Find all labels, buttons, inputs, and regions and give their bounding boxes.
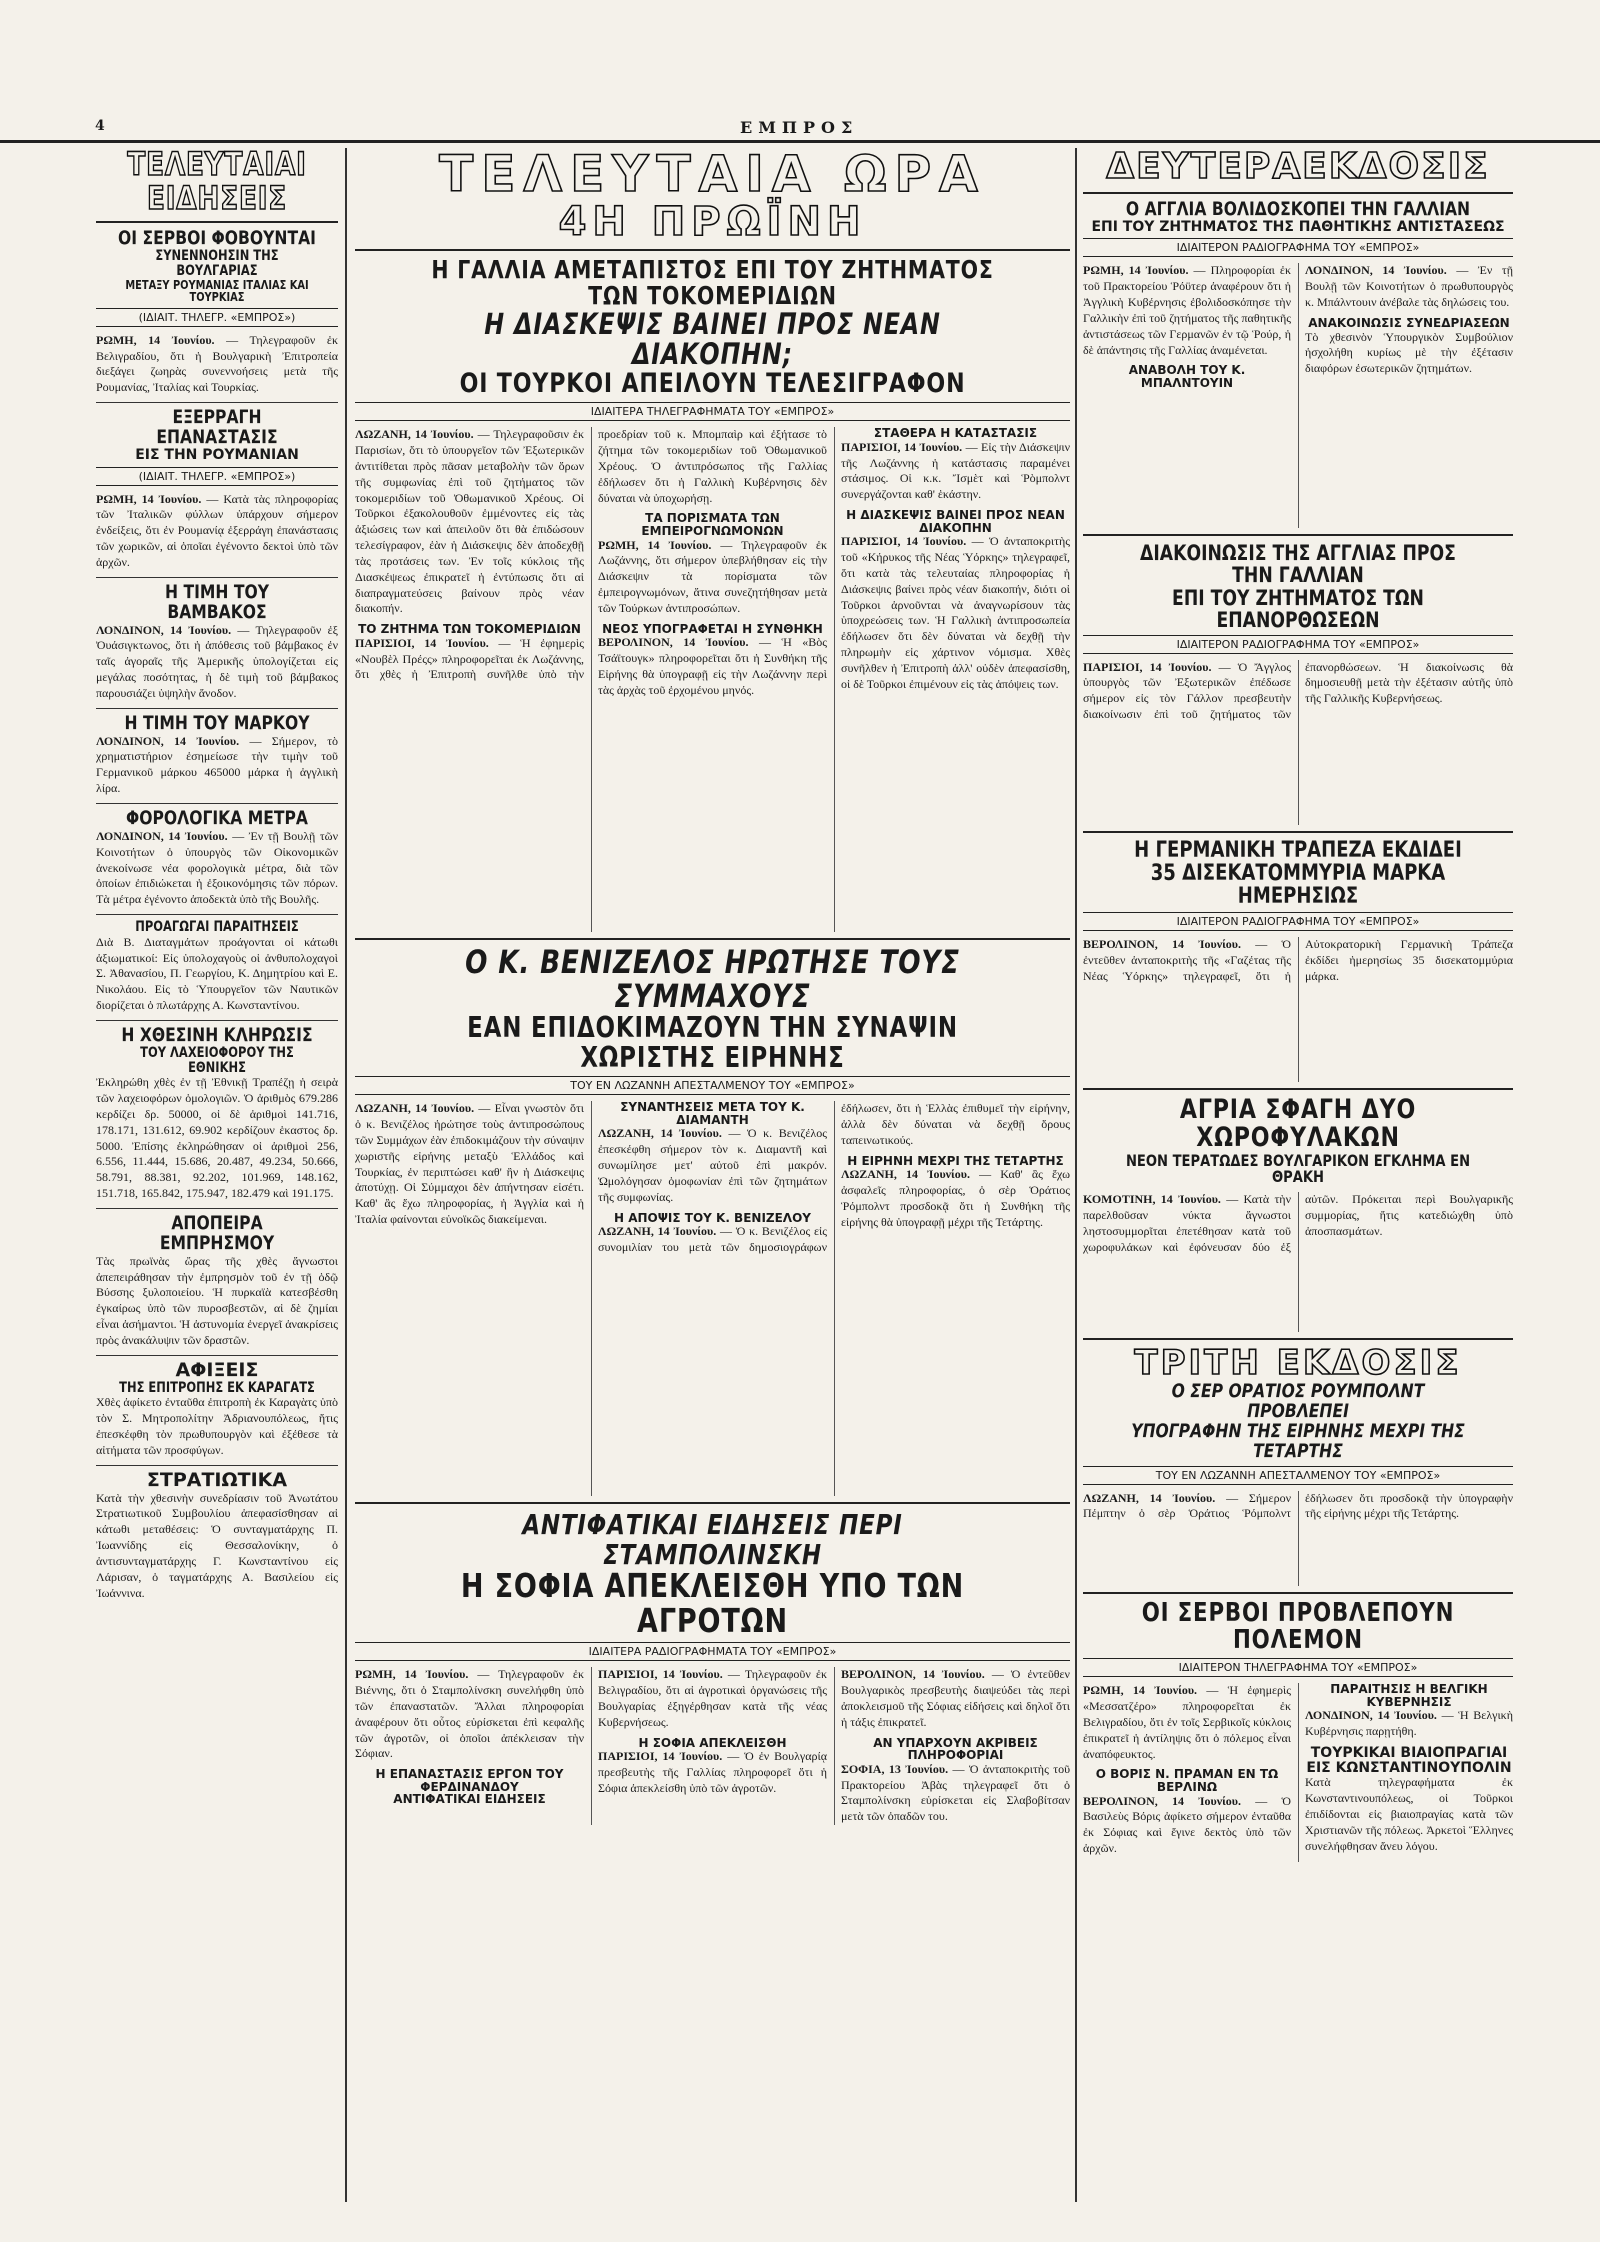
article-text: — Τηλεγραφοῦν ἐξ Ὀυάσιγκτωνος, ὅτι ἡ ἀπόθεσις τοῦ βάμβακος ἐν ταῖς ἀγοραῖς τῆς Ἀμερικῆς ὑπολογίζεται εἰς μεγάλας ποσότητας, ἡ δὲ τιμὴ τοῦ βάμβακος παρουσιάζει ὑψηλὴν ἄνοδον. xyxy=(96,622,338,700)
article-text: — Εἶναι γνωστὸν ὅτι ὁ κ. Βενιζέλος ἠρώτησε τοὺς ἀντιπροσώπους τῶν Συμμάχων ἐὰν ἐπιδοκιμάζουν τὴν σύναψιν χωριστῆς εἰρήνης μεταξὺ Ἑλλάδος καὶ Τουρκίας, ἐν περιπτώσει καθ' ἣν ἡ Διάσκεψις ἀποτύχῃ. Οἱ Σύμμαχοι δὲν ἀπήντησαν εἰσέτι. Καθ' ἃς ἔχω πληροφορίας, ἡ Ἀγγλία καὶ ἡ Ἰταλία φαίνονται εὐνοϊκῶς διακείμεναι. xyxy=(355,1101,584,1226)
headline: ΑΓΡΙΑ ΣΦΑΓΗ ΔΥΟ ΧΩΡΟΦΥΛΑΚΩΝ xyxy=(1179,1093,1417,1154)
section-heading: ΣΥΝΑΝΤΗΣΕΙΣ ΜΕΤΑ ΤΟΥ Κ. ΔΙΑΜΑΝΤΗ xyxy=(620,1100,805,1127)
wire-line: ΙΔΙΑΙΤΕΡΟΝ ΤΗΛΕΓΡΑΦΗΜΑ ΤΟΥ «ΕΜΠΡΟΣ» xyxy=(1083,1658,1513,1677)
headline: 35 ΔΙΣΕΚΑΤΟΜΜΥΡΙΑ ΜΑΡΚΑ ΗΜΕΡΗΣΙΩΣ xyxy=(1150,860,1446,909)
headline: Η ΣΟΦΙΑ ΑΠΕΚΛΕΙΣΘΗ ΥΠΟ ΤΩΝ ΑΓΡΟΤΩΝ xyxy=(460,1565,965,1640)
article-text: — Σήμερον, τὸ χρηματιστήριον ἐσημείωσε τὴν τιμὴν τοῦ Γερμανικοῦ μάρκου 465000 μάρκα ἡ ἀγγλικὴ λίρα. xyxy=(96,733,338,796)
article-text: — Σήμερον Πέμπτην ὁ σὲρ Ὁράτιος Ῥόμπολντ ἐδήλωσεν ὅτι προσδοκᾷ τὴν ὑπογραφὴν τῆς εἰρήνης μέχρι τῆς Τετάρτης. xyxy=(1083,1490,1513,1521)
headline: ΣΤΡΑΤΙΩΤΙΚΑ xyxy=(146,1468,288,1491)
article-text: Ἐκληρώθη χθὲς ἐν τῇ Ἐθνικῇ Τραπέζῃ ἡ σειρὰ τῶν λαχειοφόρων ὁμολογιῶν. Ὁ ἀριθμὸς 679.286 κερδίζει δρ. 50000, οἱ δὲ ἀριθμοὶ 141.716, 178.171, 131.612, 69.902 κερδίζουν ἑκαστος δρ. 5000. Ἐπίσης ἐκληρώθησαν οἱ ἀριθμοὶ 256, 6.556, 11.444, 15.686, 20.487, 49.234, 50.666, 58.791, 88.381, 92.202, 101.969, 148.162, 151.718, 165.842, 175.947, 182.479 καὶ 191.175. xyxy=(96,1075,338,1200)
dateline: ΛΟΝΔΙΝΟΝ, 14 Ἰουνίου. xyxy=(96,733,240,748)
article-body xyxy=(841,1762,1070,1825)
dateline: ΠΑΡΙΣΙΟΙ, 14 Ἰουνίου. xyxy=(598,1667,723,1682)
article-body xyxy=(96,623,338,702)
section-heading: Η ΑΠΟΨΙΣ ΤΟΥ Κ. ΒΕΝΙΖΕΛΟΥ xyxy=(613,1210,811,1225)
article-body xyxy=(1083,937,1513,987)
section-heading: Η ΔΙΑΣΚΕΨΙΣ ΒΑΙΝΕΙ ΠΡΟΣ ΝΕΑΝ ΔΙΑΚΟΠΗΝ xyxy=(846,508,1065,535)
dateline: ΠΑΡΙΣΙΟΙ, 14 Ἰουνίου. xyxy=(841,439,963,454)
article-text: — Ὁ κ. Βενιζέλος ἐπεσκέφθη σήμερον τὸν κ. Διαμαντῆ καὶ συνωμίλησε μετ' αὐτοῦ ἐπὶ μακρόν. Ὡμολόγησαν ὁμοφωνίαν ἐπὶ τῶν ζητημάτων τῆς συμφωνίας. xyxy=(598,1126,827,1204)
section-heading: ΠΑΡΑΙΤΗΣΙΣ Η ΒΕΛΓΙΚΗ ΚΥΒΕΡΝΗΣΙΣ xyxy=(1330,1682,1488,1709)
left-column xyxy=(96,148,338,2202)
article xyxy=(96,806,338,908)
article-body xyxy=(598,538,827,617)
article-text: Διὰ Β. Διαταγμάτων προάγονται οἱ κάτωθι ἀξιωματικοί: Εἰς ὑπολοχαγοὺς οἱ ἀνθυπολοχαγοὶ Σ. Ἀθανασίου, Π. Γεωργίου, Κ. Δημητρίου καὶ Ε. Νικολάου. Εἰς τὸ Ὑπουργεῖον τῶν Ναυτικῶν διορίζεται ὁ πλωτάρχης Α. Κωνσταντίνου. xyxy=(96,934,338,1013)
article-text: Τὸ χθεσινὸν Ὑπουργικὸν Συμβούλιον ἠσχολήθη κυρίως μὲ τὴν ἐξέτασιν διαφόρων ἐσωτερικῶν ζητημάτων. xyxy=(1305,329,1513,376)
headline: ΟΙ ΤΟΥΡΚΟΙ ΑΠΕΙΛΟΥΝ ΤΕΛΕΣΙΓΡΑΦΟΝ xyxy=(459,367,966,399)
article-body xyxy=(355,427,584,617)
dateline: ΛΩΖΑΝΗ, 14 Ἰουνίου. xyxy=(1083,1490,1216,1505)
article xyxy=(96,1023,338,1202)
dateline: ΛΟΝΔΙΝΟΝ, 14 Ἰουνίου. xyxy=(96,622,232,637)
article xyxy=(96,920,338,1014)
dateline: ΣΟΦΙΑ, 13 Ἰουνίου. xyxy=(841,1761,949,1776)
banner-title: ΤΕΛΕΥΤΑΙΑ ΩΡΑ xyxy=(439,148,986,203)
article-body xyxy=(355,1101,584,1228)
subheadline: ΕΙΣ ΤΗΝ ΡΟΥΜΑΝΙΑΝ xyxy=(135,446,299,463)
subheadline: ΕΠΙ ΤΟΥ ΖΗΤΗΜΑΤΟΣ ΤΗΣ ΠΑΘΗΤΙΚΗΣ ΑΝΤΙΣΤΑΣΕΩΣ xyxy=(1091,218,1505,235)
dateline: ΛΟΝΔΙΝΟΝ, 14 Ἰουνίου. xyxy=(96,828,228,843)
edition-banner: ΔΕΥΤΕΡΑΕΚΔΟΣΙΣ xyxy=(1106,148,1490,187)
article xyxy=(96,711,338,797)
article-text: — Ὁ ἀνταποκριτὴς τοῦ «Κήρυκος τῆς Νέας Ὑόρκης» τηλεγραφεῖ, ὅτι κατὰ τὰς τελευταίας πληροφορίας ἡ Διάσκεψις βαίνει πρὸς νέαν διακοπήν, διότι οἱ Τοῦρκοι ἀρνοῦνται νὰ ἀναγνωρίσουν τὰς ὑποχρεώσεις των. Ἡ Γαλλικὴ ἀντιπροσωπεία ἐδήλωσεν ὅτι δὲν δύναται νὰ δεχθῇ τὴν πληρωμὴν εἰς χάρτινον νόμισμα. Χθὲς συνῆλθεν ἡ Ἐπιτροπὴ ἀλλ' οὐδὲν ἀπεφασίσθη, οἱ δὲ Τοῦρκοι ἐπιμένουν εἰς τὰς ἀπόψεις των. xyxy=(841,534,1070,691)
dateline: ΡΩΜΗ, 14 Ἰουνίου. xyxy=(355,1667,469,1682)
headline: ΦΟΡΟΛΟΓΙΚΑ ΜΕΤΡΑ xyxy=(126,806,308,829)
dateline: ΛΩΖΑΝΗ, 14 Ἰουνίου. xyxy=(841,1167,970,1182)
headline: Η ΤΙΜΗ ΤΟΥ ΜΑΡΚΟΥ xyxy=(124,711,310,734)
story-columns xyxy=(1083,660,1513,825)
subheadline: ΜΕΤΑΞΥ ΡΟΥΜΑΝΙΑΣ ΙΤΑΛΙΑΣ ΚΑΙ ΤΟΥΡΚΙΑΣ xyxy=(125,277,309,305)
article-text: — Τηλεγραφοῦν ἐκ Βελιγραδίου, ὅτι ἡ Βουλγαρικὴ Ἐπιτροπεία διεξάγει ζωηρὰς συνεννοήσεις μετὰ τῆς Ρουμανίας, Ἰταλίας καὶ Τουρκίας. xyxy=(96,332,338,395)
article-text: — Ὁ ἀνταποκριτὴς τοῦ Πρακτορείου Ἀβὰς τηλεγραφεῖ ὅτι ὁ Σταμπολίνσκη εὑρίσκεται εἰς Σλαβοβίτσαν μετὰ τῶν ὀπαδῶν του. xyxy=(841,1761,1070,1824)
section-heading: ΤΟ ΖΗΤΗΜΑ ΤΩΝ ΤΟΚΟΜΕΡΙΔΙΩΝ xyxy=(358,622,581,637)
section-heading: Η ΕΙΡΗΝΗ ΜΕΧΡΙ ΤΗΣ ΤΕΤΑΡΤΗΣ xyxy=(847,1153,1064,1168)
headline: Η ΔΙΑΣΚΕΨΙΣ ΒΑΙΝΕΙ ΠΡΟΣ ΝΕΑΝ ΔΙΑΚΟΠΗΝ; xyxy=(484,307,941,372)
dateline: ΒΕΡΟΛΙΝΟΝ, 14 Ἰουνίου. xyxy=(1083,1793,1242,1808)
article-text: Χθὲς ἀφίκετο ἐνταῦθα ἐπιτροπὴ ἐκ Καραγὰτς ὑπὸ τὸν Σ. Μητροπολίτην Ἀδριανουπόλεως, ἥτις ἐπεσκέφθη τὸν πρωθυπουργὸν καὶ ἐξέθεσε τὰ αἰτήματα τῶν προσφύγων. xyxy=(96,1395,338,1457)
article-body xyxy=(1083,263,1291,358)
dateline: ΠΑΡΙΣΙΟΙ, 14 Ἰουνίου. xyxy=(355,635,489,650)
article-body xyxy=(96,829,338,908)
headline: ΑΝΤΙΦΑΤΙΚΑΙ ΕΙΔΗΣΕΙΣ ΠΕΡΙ ΣΤΑΜΠΟΛΙΝΣΚΗ xyxy=(522,1508,903,1571)
article-text: Κατὰ τὴν χθεσινὴν συνεδρίασιν τοῦ Ἀνωτάτου Στρατιωτικοῦ Συμβουλίου ἀπεφασίσθησαν αἱ κάτωθι μεταθέσεις: Ὁ συνταγματάρχης Π. Ἰωαννίδης εἰς Θεσσαλονίκην, ὁ ἀντισυνταγματάρχης Γ. Κωνσταντίνου εἰς Λάρισαν, ὁ ταγματάρχης Α. Βασιλείου εἰς Ἰωάννινα. xyxy=(96,1490,338,1600)
article-body xyxy=(96,492,338,571)
left-banner: ΤΕΛΕΥΤΑΙΑΙ ΕΙΔΗΣΕΙΣ xyxy=(127,148,307,217)
article-body xyxy=(841,1167,1070,1230)
wire-line: (ΙΔΙΑΙΤ. ΤΗΛΕΓΡ. «ΕΜΠΡΟΣ») xyxy=(96,467,338,486)
article-text: — Ἡ «Βὸς Τσάϊτουγκ» πληροφορεῖται ὅτι ἡ Συνθήκη τῆς Εἰρήνης θὰ ὑπογραφῇ εἰς τὴν Λωζάννην περὶ τὰς ἀρχὰς τοῦ ἐρχομένου μηνός. xyxy=(598,635,827,697)
article-text: — Τηλεγραφοῦσιν ἐκ Παρισίων, ὅτι τὸ ὑπουργεῖον τῶν Ἐξωτερικῶν ἀντιτίθεται πρὸς πᾶσαν μεταβολὴν τῶν ὅρων τῆς συμφωνίας ἐπὶ τοῦ ζητήματος τῶν τοκομεριδίων τοῦ Ὀθωμανικοῦ Χρέους. Οἱ Τοῦρκοι ἐξακολουθοῦν ἐμμένοντες εἰς τὰς ἀξιώσεις των καὶ ἀπειλοῦν ὅτι θὰ ἐπιδώσουν τελεσίγραφον, ἐὰν ἡ Διάσκεψις δὲν ἀποδεχθῇ τὰς προτάσεις των. Ἐν τοῖς κύκλοις τῆς Διασκέψεως ἐπικρατεῖ ἡ ἐντύπωσις ὅτι αἱ διαπραγματεύσεις βαίνουν πρὸς νέαν διακοπήν. xyxy=(355,427,584,616)
headline: ΟΙ ΣΕΡΒΟΙ ΠΡΟΒΛΕΠΟΥΝ ΠΟΛΕΜΟΝ xyxy=(1141,1597,1455,1655)
story-columns xyxy=(355,1667,1070,1825)
article-text: — Ὁ κ. Βενιζέλος εἰς συνομιλίαν του μετὰ τῶν δημοσιογράφων ἐδήλωσεν, ὅτι ἡ Ἑλλὰς ἐπιθυμεῖ τὴν εἰρήνην, ἀλλὰ δὲν δύναται νὰ δεχθῇ ὅρους ταπεινωτικούς. xyxy=(598,1101,1070,1254)
dateline: ΒΕΡΟΛΙΝΟΝ, 14 Ἰουνίου. xyxy=(841,1667,985,1682)
section-heading: ΑΝ ΥΠΑΡΧΟΥΝ ΑΚΡΙΒΕΙΣ ΠΛΗΡΟΦΟΡΙΑΙ xyxy=(873,1735,1038,1763)
article-text: — Κατὰ τὴν παρελθοῦσαν νύκτα ἄγνωστοι ληστοσυμμορῖται ἐπετέθησαν κατὰ τοῦ χωροφυλάκων καὶ ἐφόνευσαν δύο ἐξ αὐτῶν. Πρόκειται περὶ Βουλγαρικῆς συμμορίας, ἥτις κατεδιώχθη ὑπὸ ἀποσπασμάτων. xyxy=(1083,1192,1513,1254)
subheadline: ΤΟΥ ΛΑΧΕΙΟΦΟΡΟΥ ΤΗΣ ΕΘΝΙΚΗΣ xyxy=(140,1044,294,1076)
story-columns xyxy=(1083,1491,1513,1586)
middle-column xyxy=(355,148,1070,2202)
article-text: — Τηλεγραφοῦν ἐκ Λωζάννης, ὅτι σήμερον ὑπεβλήθησαν εἰς τὴν Διάσκεψιν τὰ πορίσματα τῶν ἐμπειρογνωμόνων, ἅτινα συνεζητήθησαν μετὰ τῶν Τούρκων ἀντιπροσώπων. xyxy=(598,537,828,615)
article-text: Κατὰ τηλεγραφήματα ἐκ Κωνσταντινουπόλεως, οἱ Τοῦρκοι ἐπιδίδονται εἰς βιαιοπραγίας κατὰ τῶν Χριστιανῶν τῆς πόλεως. Ἀρκετοὶ Ἕλληνες συνελήφθησαν ἄνευ λόγου. xyxy=(1305,1775,1513,1853)
article-body xyxy=(598,1667,827,1730)
headline: Η ΧΘΕΣΙΝΗ ΚΛΗΡΩΣΙΣ xyxy=(121,1023,313,1046)
article xyxy=(96,1468,338,1602)
article-body xyxy=(841,1667,1070,1730)
paper-name: ΕΜΠΡΟΣ xyxy=(740,118,859,137)
article-text: — Κατὰ τὰς πληροφορίας τῶν Ἰταλικῶν φύλλων ὑπάρχουν σήμερον ἐνδείξεις, ὅτι ἐν Ρουμανίᾳ ἐξερράγη ἐπανάστασις τῶν χωρικῶν, αἱ ὁποῖαι ἐγένοντο δεκτοὶ ὑπὸ τῶν ἀρχῶν. xyxy=(96,491,338,569)
dateline: ΡΩΜΗ, 14 Ἰουνίου. xyxy=(598,537,712,552)
article-text: — Καθ' ἃς ἔχω ἀσφαλεῖς πληροφορίας, ὁ σὲρ Ὁράτιος Ῥόμπολντ προσδοκᾷ ὅτι ἡ Συνθήκη τῆς εἰρήνης θὰ ὑπογραφῇ μέχρι τῆς Τετάρτης. xyxy=(841,1167,1070,1229)
article-text: — Ἡ ἐφημερὶς «Νουβὲλ Πρέςς» πληροφορεῖται ἐκ Λωζάννης, ὅτι χθὲς ἡ Ἐπιτροπὴ συνῆλθε ὑπὸ τὴν προεδρίαν τοῦ κ. Μπομπαὶρ καὶ ἐξήτασε τὸ ζήτημα τῶν τοκομεριδίων τοῦ Ὀθωμανικοῦ Χρέους. Ὁ ἀντιπρόσωπος τῆς Γαλλίας ἐδήλωσεν ὅτι ἡ Γαλλικὴ Κυβέρνησις δὲν δύναται νὰ ὑποχωρήσῃ. xyxy=(355,427,827,682)
article-text: — Εἰς τὴν Διάσκεψιν τῆς Λωζάννης ἡ κατάστασις παραμένει στάσιμος. Οἱ κ.κ. Ἴσμὲτ καὶ Ῥὸμπολντ συνεργάζονται καθ' ἑκάστην. xyxy=(841,439,1070,502)
article-text: — Ἐν τῇ Βουλῇ τῶν Κοινοτήτων ὁ ὑπουργὸς τῶν Οἰκονομικῶν ἀνεκοίνωσε νέα φορολογικὰ μέτρα, διὰ τῶν ὁποίων ἐπιδιώκεται ἡ ἐξοικονόμησις τῶν πόρων. Τὰ μέτρα ἐγένοντο ἀποδεκτὰ ὑπὸ τῆς Βουλῆς. xyxy=(96,828,338,907)
dateline: ΒΕΡΟΛΙΝΟΝ, 14 Ἰουνίου. xyxy=(1083,936,1242,951)
right-column xyxy=(1083,148,1513,2202)
dateline: ΒΕΡΟΛΙΝΟΝ, 14 Ἰουνίου. xyxy=(598,635,749,650)
dateline: ΛΩΖΑΝΗ, 14 Ἰουνίου. xyxy=(598,1126,722,1141)
article-body xyxy=(1083,1192,1513,1255)
article-text: — Ὁ ἐντεῦθεν ἀνταποκριτὴς τῆς «Γαζέτας τῆς Νέας Ὑόρκης» τηλεγραφεῖ, ὅτι ἡ Αὐτοκρατορικὴ Γερμανικὴ Τράπεζα ἐκδίδει ἡμερησίως 35 δισεκατομμύρια μάρκα. xyxy=(1083,936,1513,983)
wire-line: ΤΟΥ ΕΝ ΛΩΖΑΝΝΗ ΑΠΕΣΤΑΛΜΕΝΟΥ ΤΟΥ «ΕΜΠΡΟΣ» xyxy=(355,1076,1070,1095)
column-rule xyxy=(1075,148,1077,2202)
article-body xyxy=(1305,263,1513,310)
story-columns xyxy=(1083,263,1513,528)
wire-line: ΤΟΥ ΕΝ ΛΩΖΑΝΝΗ ΑΠΕΣΤΑΛΜΕΝΟΥ ΤΟΥ «ΕΜΠΡΟΣ» xyxy=(1083,1466,1513,1485)
article-text: — Ἡ Βελγικὴ Κυβέρνησις παρῃτήθη. xyxy=(1305,1708,1513,1739)
section-heading: Η ΕΠΑΝΑΣΤΑΣΙΣ ΕΡΓΟΝ ΤΟΥ ΦΕΡΔΙΝΑΝΔΟΥ xyxy=(375,1767,564,1794)
section-heading: ΑΝΑΒΟΛΗ ΤΟΥ Κ. ΜΠΑΛΝΤΟΥΙΝ xyxy=(1128,363,1246,390)
article xyxy=(96,1211,338,1349)
headline: ΟΙ ΣΕΡΒΟΙ ΦΟΒΟΥΝΤΑΙ xyxy=(118,227,316,250)
headline: ΕΞΕΡΡΑΓΗ ΕΠΑΝΑΣΤΑΣΙΣ xyxy=(156,406,278,448)
article-body xyxy=(96,333,338,396)
masthead xyxy=(0,118,1600,143)
article xyxy=(96,229,338,396)
dateline: ΚΟΜΟΤΙΝΗ, 14 Ἰουνίου. xyxy=(1083,1192,1221,1207)
subheadline: ΣΥΝΕΝΝΟΗΣΙΝ ΤΗΣ ΒΟΥΛΓΑΡΙΑΣ xyxy=(155,248,279,279)
section-heading: ΕΙΣ ΚΩΝΣΤΑΝΤΙΝΟΥΠΟΛΙΝ xyxy=(1306,1759,1512,1776)
wire-line: ΙΔΙΑΙΤΕΡΑ ΤΗΛΕΓΡΑΦΗΜΑΤΑ ΤΟΥ «ΕΜΠΡΟΣ» xyxy=(355,402,1070,421)
section-heading: ΤΟΥΡΚΙΚΑΙ ΒΙΑΙΟΠΡΑΓΙΑΙ xyxy=(1310,1745,1508,1762)
section-heading: Η ΣΟΦΙΑ ΑΠΕΚΛΕΙΣΘΗ xyxy=(638,1735,787,1750)
dateline: ΛΩΖΑΝΗ, 14 Ἰουνίου. xyxy=(355,427,474,442)
wire-line: ΙΔΙΑΙΤΕΡΑ ΡΑΔΙΟΓΡΑΦΗΜΑΤΑ ΤΟΥ «ΕΜΠΡΟΣ» xyxy=(355,1642,1070,1661)
dateline: ΡΩΜΗ, 14 Ἰουνίου. xyxy=(96,332,215,347)
column-rule xyxy=(345,148,347,2202)
article-body xyxy=(1083,1491,1513,1526)
dateline: ΛΩΖΑΝΗ, 14 Ἰουνίου. xyxy=(598,1224,717,1239)
article-text: — Τηλεγραφοῦν ἐκ Βιέννης, ὅτι ὁ Σταμπολίνσκη συνελήφθη ὑπὸ τῶν ἐπαναστατῶν. Ἄλλαι πληροφορίαι ἀναφέρουν ὅτι οὗτος εὑρίσκεται ἐπὶ κεφαλῆς τῶν ἀγροτῶν, οἱ ὁποῖοι ἀπέκλεισαν τὴν Σόφιαν. xyxy=(355,1667,585,1761)
story-columns xyxy=(1083,1683,1513,1862)
story-columns xyxy=(1083,937,1513,1082)
story-columns xyxy=(355,427,1070,932)
article xyxy=(96,580,338,702)
article-text: — Ὁ Ἄγγλος ὑπουργὸς τῶν Ἐξωτερικῶν ἐπέδωσε σήμερον εἰς τὸν Γάλλον πρεσβευτὴν διακοίνωσιν ἐπὶ τοῦ ζητήματος τῶν ἐπανορθώσεων. Ἡ διακοίνωσις θὰ δημοσιευθῇ μετὰ τὴν ἐξέτασιν αὐτῆς ὑπὸ τῆς Γαλλικῆς Κυβερνήσεως. xyxy=(1083,659,1513,722)
headline: ΑΦΙΞΕΙΣ xyxy=(175,1358,259,1381)
article-text: — Ἡ ἐφημερὶς «Μεσσατζέρο» πληροφορεῖται ἐκ Βελιγραδίου, ὅτι ἐν τοῖς Σερβικοῖς κύκλοις ἐπικρατεῖ ἡ ἀντίληψις ὅτι ὁ πόλεμος εἶναι ἀναπόφευκτος. xyxy=(1083,1683,1292,1761)
dateline: ΡΩΜΗ, 14 Ἰουνίου. xyxy=(1083,1683,1198,1698)
headline: Ο Κ. ΒΕΝΙΖΕΛΟΣ ΗΡΩΤΗΣΕ ΤΟΥΣ ΣΥΜΜΑΧΟΥΣ xyxy=(465,943,960,1015)
banner-subtitle: 4Η ΠΡΩΪΝΗ xyxy=(558,198,867,245)
article-body xyxy=(1305,1708,1513,1740)
article-text: Τὰς πρωϊνὰς ὥρας τῆς χθὲς ἄγνωστοι ἀπεπειράθησαν τὴν ἐμπρησμὸν τοῦ ἐν τῇ ὁδῷ Βύσσης ξυλοποιείου. Ἡ πυρκαϊὰ κατεσβέσθη ἐγκαίρως ὑπὸ τῶν πυροσβεστῶν, αἱ δὲ ζημίαι εἶναι ἀσήμαντοι. Ἡ ἀστυνομία ἐνεργεῖ ἀνακρίσεις πρὸς ἀνακάλυψιν τῶν δραστῶν. xyxy=(96,1253,338,1347)
article xyxy=(96,408,338,571)
edition-banner: ΤΡΙΤΗ ΕΚΔΟΣΙΣ xyxy=(1134,1343,1462,1384)
article-body xyxy=(841,534,1070,692)
article-text: — Πληροφορίαι ἐκ τοῦ Πρακτορείου Ῥόϋτερ ἀναφέρουν ὅτι ἡ Ἀγγλικὴ Κυβέρνησις ἐβολιδοσκόπησε τὴν Γαλλικὴν ἐπὶ τοῦ ζητήματος τῆς παθητικῆς ἀντιστάσεως τῶν Γερμανῶν ἐν τῷ Ῥούρ, ἡ δὲ ἀπάντησις τῆς Γαλλίας ἀναμένεται. xyxy=(1083,263,1292,357)
article-body xyxy=(96,734,338,797)
headline: Η ΓΕΡΜΑΝΙΚΗ ΤΡΑΠΕΖΑ ΕΚΔΙΔΕΙ xyxy=(1134,837,1462,863)
wire-line: ΙΔΙΑΙΤΕΡΟΝ ΡΑΔΙΟΓΡΑΦΗΜΑ ΤΟΥ «ΕΜΠΡΟΣ» xyxy=(1083,912,1513,931)
dateline: ΡΩΜΗ, 14 Ἰουνίου. xyxy=(1083,263,1189,278)
wire-line: ΙΔΙΑΙΤΕΡΟΝ ΡΑΔΙΟΓΡΑΦΗΜΑ ΤΟΥ «ΕΜΠΡΟΣ» xyxy=(1083,238,1513,257)
headline: ΔΙΑΚΟΙΝΩΣΙΣ ΤΗΣ ΑΓΓΛΙΑΣ ΠΡΟΣ ΤΗΝ ΓΑΛΛΙΑΝ xyxy=(1140,541,1456,588)
headline: Ο ΑΓΓΛΙΑ ΒΟΛΙΔΟΣΚΟΠΕΙ ΤΗΝ ΓΑΛΛΙΑΝ xyxy=(1125,197,1471,220)
article-body xyxy=(598,1749,827,1796)
page-number: 4 xyxy=(95,118,105,134)
article-body xyxy=(1083,660,1513,723)
article-text: — Τηλεγραφοῦν ἐκ Βελιγραδίου, ὅτι αἱ ἀγροτικαὶ ὀργανώσεις τῆς Βουλγαρίας ἐξηγέρθησαν κατὰ τῆς νέας Κυβερνήσεως. xyxy=(598,1667,828,1729)
story-columns xyxy=(355,1101,1070,1496)
headline: ΠΡΟΑΓΩΓΑΙ ΠΑΡΑΙΤΗΣΕΙΣ xyxy=(135,919,299,936)
article-text: — Ὁ ἐντεῦθεν Βουλγαρικὸς πρεσβευτὴς διαψεύδει τὰς περὶ ἀποκλεισμοῦ τῆς Σόφιας εἰδήσεις καὶ δηλοῖ ὅτι ἡ τάξις ἐπικρατεῖ. xyxy=(841,1667,1070,1729)
dateline: ΠΑΡΙΣΙΟΙ, 14 Ἰουνίου. xyxy=(598,1749,723,1764)
article-body xyxy=(1083,1794,1291,1857)
article-body xyxy=(841,440,1070,503)
article-text: — Ὁ ἐν Βουλγαρίᾳ πρεσβευτὴς τῆς Γαλλίας πληροφορεῖ ὅτι ἡ Σόφια ἀπεκλείσθη ὑπὸ τῶν ἀγροτῶν. xyxy=(598,1749,828,1795)
headline: Η ΓΑΛΛΙΑ ΑΜΕΤΑΠΙΣΤΟΣ ΕΠΙ ΤΟΥ ΖΗΤΗΜΑΤΟΣ ΤΩΝ ΤΟΚΟΜΕΡΙΔΙΩΝ xyxy=(431,254,994,310)
article-body xyxy=(1083,1683,1291,1762)
headline: ΑΠΟΠΕΙΡΑ ΕΜΠΡΗΣΜΟΥ xyxy=(159,1211,275,1254)
article-body xyxy=(598,1126,827,1205)
section-heading: ΑΝΤΙΦΑΤΙΚΑΙ ΕΙΔΗΣΕΙΣ xyxy=(393,1792,546,1807)
article-text: — Ἐν τῇ Βουλῇ τῶν Κοινοτήτων ὁ πρωθυπουργὸς κ. Μπάλντουιν ἀνέβαλε τὰς δηλώσεις του. xyxy=(1305,263,1513,310)
section-heading: Ο ΒΟΡΙΣ Ν. ΠΡΑΜΑΝ ΕΝ ΤΩ ΒΕΡΛΙΝΩ xyxy=(1095,1767,1279,1794)
headline: ΕΠΙ ΤΟΥ ΖΗΤΗΜΑΤΟΣ ΤΩΝ ΕΠΑΝΟΡΘΩΣΕΩΝ xyxy=(1172,585,1424,632)
dateline: ΛΟΝΔΙΝΟΝ, 14 Ἰουνίου. xyxy=(1305,1708,1437,1723)
article-body xyxy=(355,1667,584,1762)
dateline: ΛΟΝΔΙΝΟΝ, 14 Ἰουνίου. xyxy=(1305,263,1447,278)
wire-line: ΙΔΙΑΙΤΕΡΟΝ ΡΑΔΙΟΓΡΑΦΗΜΑ ΤΟΥ «ΕΜΠΡΟΣ» xyxy=(1083,635,1513,654)
headline: ΥΠΟΓΡΑΦΗΝ ΤΗΣ ΕΙΡΗΝΗΣ ΜΕΧΡΙ ΤΗΣ ΤΕΤΑΡΤΗΣ xyxy=(1131,1419,1465,1462)
article-text: — Ὁ Βασιλεὺς Βόρις ἀφίκετο σήμερον ἐνταῦθα ἐκ Σόφιας καὶ ἔγινε δεκτὸς ὑπὸ τῶν ἀρχῶν. xyxy=(1083,1793,1291,1856)
dateline: ΛΩΖΑΝΗ, 14 Ἰουνίου. xyxy=(355,1101,475,1116)
article xyxy=(96,1358,338,1459)
dateline: ΡΩΜΗ, 14 Ἰουνίου. xyxy=(96,491,202,506)
section-heading: ΣΤΑΘΕΡΑ Η ΚΑΤΑΣΤΑΣΙΣ xyxy=(873,426,1038,441)
dateline: ΠΑΡΙΣΙΟΙ, 14 Ἰουνίου. xyxy=(1083,659,1212,674)
headline: Ο ΣΕΡ ΟΡΑΤΙΟΣ ΡΟΥΜΠΟΛΝΤ ΠΡΟΒΛΕΠΕΙ xyxy=(1171,1379,1425,1422)
section-heading: ΝΕΟΣ ΥΠΟΓΡΑΦΕΤΑΙ Η ΣΥΝΘΗΚΗ xyxy=(602,621,823,636)
headline: Η ΤΙΜΗ ΤΟΥ ΒΑΜΒΑΚΟΣ xyxy=(164,580,270,623)
subheadline: ΝΕΟΝ ΤΕΡΑΤΩΔΕΣ ΒΟΥΛΓΑΡΙΚΟΝ ΕΓΚΛΗΜΑ ΕΝ ΘΡΑΚΗ xyxy=(1125,1150,1471,1187)
section-heading: ΑΝΑΚΟΙΝΩΣΙΣ ΣΥΝΕΔΡΙΑΣΕΩΝ xyxy=(1308,315,1510,330)
wire-line: (ΙΔΙΑΙΤ. ΤΗΛΕΓΡ. «ΕΜΠΡΟΣ») xyxy=(96,308,338,327)
headline: ΕΑΝ ΕΠΙΔΟΚΙΜΑΖΟΥΝ ΤΗΝ ΣΥΝΑΨΙΝ ΧΩΡΙΣΤΗΣ ΕΙΡΗΝΗΣ xyxy=(467,1011,958,1074)
story-columns xyxy=(1083,1192,1513,1332)
dateline: ΠΑΡΙΣΙΟΙ, 14 Ἰουνίου. xyxy=(841,534,967,549)
subheadline: ΤΗΣ ΕΠΙΤΡΟΠΗΣ ΕΚ ΚΑΡΑΓΑΤΣ xyxy=(119,1379,315,1396)
section-heading: ΤΑ ΠΟΡΙΣΜΑΤΑ ΤΩΝ ΕΜΠΕΙΡΟΓΝΩΜΟΝΩΝ xyxy=(641,511,784,538)
article-body xyxy=(598,635,827,698)
